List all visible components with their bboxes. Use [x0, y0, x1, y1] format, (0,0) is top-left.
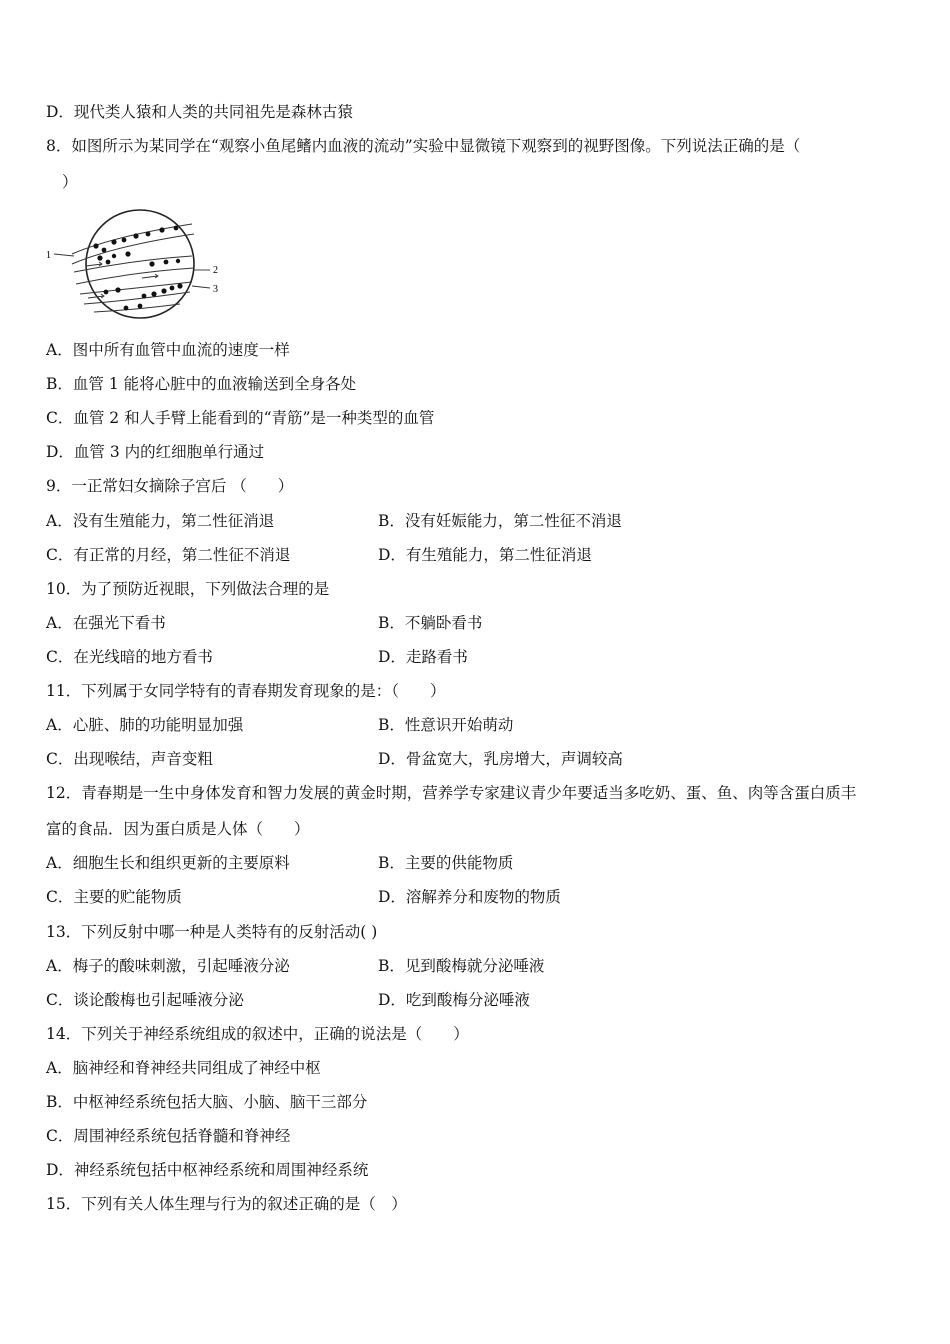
q9-option-a: A．没有生殖能力，第二性征消退: [46, 512, 275, 530]
q13-option-b: B．见到酸梅就分泌唾液: [378, 957, 545, 975]
q12-option-b: B．主要的供能物质: [378, 854, 514, 872]
q11-stem: 11．下列属于女同学特有的青春期发育现象的是：（ ）: [46, 682, 446, 700]
q12-stem-line2: 富的食品．因为蛋白质是人体（ ）: [46, 820, 310, 838]
q10-option-c: C．在光线暗的地方看书: [46, 648, 213, 666]
callout-line-3: [192, 286, 210, 288]
q8-stem-line1: 8．如图所示为某同学在“观察小鱼尾鳍内血液的流动”实验中显微镜下观察到的视野图像。下列说法正确的是（: [46, 137, 801, 155]
q8-option-a: A．图中所有血管中血流的速度一样: [46, 341, 290, 359]
microscope-view-figure: [44, 206, 244, 328]
q8-option-c: C．血管 2 和人手臂上能看到的“青筋”是一种类型的血管: [46, 409, 435, 427]
vessel-line: [84, 292, 190, 304]
q14-option-a: A．脑神经和脊神经共同组成了神经中枢: [46, 1059, 321, 1077]
q11-option-a: A．心脏、肺的功能明显加强: [46, 716, 244, 734]
q9-stem: 9．一正常妇女摘除子宫后 （ ）: [46, 477, 294, 495]
vessel-line: [76, 268, 194, 284]
figure-label-3: 3: [213, 284, 218, 295]
q7-option-d: D．现代类人猿和人类的共同祖先是森林古猿: [46, 103, 353, 121]
q12-option-c: C．主要的贮能物质: [46, 888, 182, 906]
q15-stem: 15．下列有关人体生理与行为的叙述正确的是（ ）: [46, 1195, 407, 1213]
figure-label-2: 2: [213, 265, 218, 276]
callout-line-1: [54, 254, 74, 256]
q14-option-c: C．周围神经系统包括脊髓和脊神经: [46, 1127, 291, 1145]
q8-option-d: D．血管 3 内的红细胞单行通过: [46, 443, 265, 461]
q10-stem: 10．为了预防近视眼，下列做法合理的是: [46, 580, 330, 598]
q13-option-c: C．谈论酸梅也引起唾液分泌: [46, 991, 244, 1009]
q12-stem-line1: 12．青春期是一生中身体发育和智力发展的黄金时期，营养学专家建议青少年要适当多吃奶、蛋、鱼、肉等含蛋白质丰: [46, 784, 857, 802]
q9-option-b: B．没有妊娠能力，第二性征不消退: [378, 512, 622, 530]
q9-option-c: C．有正常的月经，第二性征不消退: [46, 546, 291, 564]
q10-option-b: B．不躺卧看书: [378, 614, 483, 632]
q8-stem-line2: ）: [62, 173, 78, 191]
q10-option-a: A．在强光下看书: [46, 614, 166, 632]
q14-option-d: D．神经系统包括中枢神经系统和周围神经系统: [46, 1161, 369, 1179]
q11-option-d: D．骨盆宽大，乳房增大，声调较高: [378, 750, 623, 768]
vessel-line: [80, 282, 192, 294]
q13-stem: 13．下列反射中哪一种是人类特有的反射活动( ): [46, 923, 378, 941]
q9-option-d: D．有生殖能力，第二性征消退: [378, 546, 592, 564]
q11-option-b: B．性意识开始萌动: [378, 716, 514, 734]
q13-option-a: A．梅子的酸味刺激，引起唾液分泌: [46, 957, 290, 975]
q8-option-b: B．血管 1 能将心脏中的血液输送到全身各处: [46, 375, 357, 393]
q12-option-a: A．细胞生长和组织更新的主要原料: [46, 854, 290, 872]
q12-option-d: D．溶解养分和废物的物质: [378, 888, 561, 906]
q14-option-b: B．中枢神经系统包括大脑、小脑、脑干三部分: [46, 1093, 368, 1111]
q10-option-d: D．走路看书: [378, 648, 468, 666]
vessel-line: [72, 234, 194, 264]
q14-stem: 14．下列关于神经系统组成的叙述中，正确的说法是（ ）: [46, 1025, 469, 1043]
figure-label-1: 1: [46, 250, 51, 261]
q11-option-c: C．出现喉结，声音变粗: [46, 750, 213, 768]
q13-option-d: D．吃到酸梅分泌唾液: [378, 991, 530, 1009]
